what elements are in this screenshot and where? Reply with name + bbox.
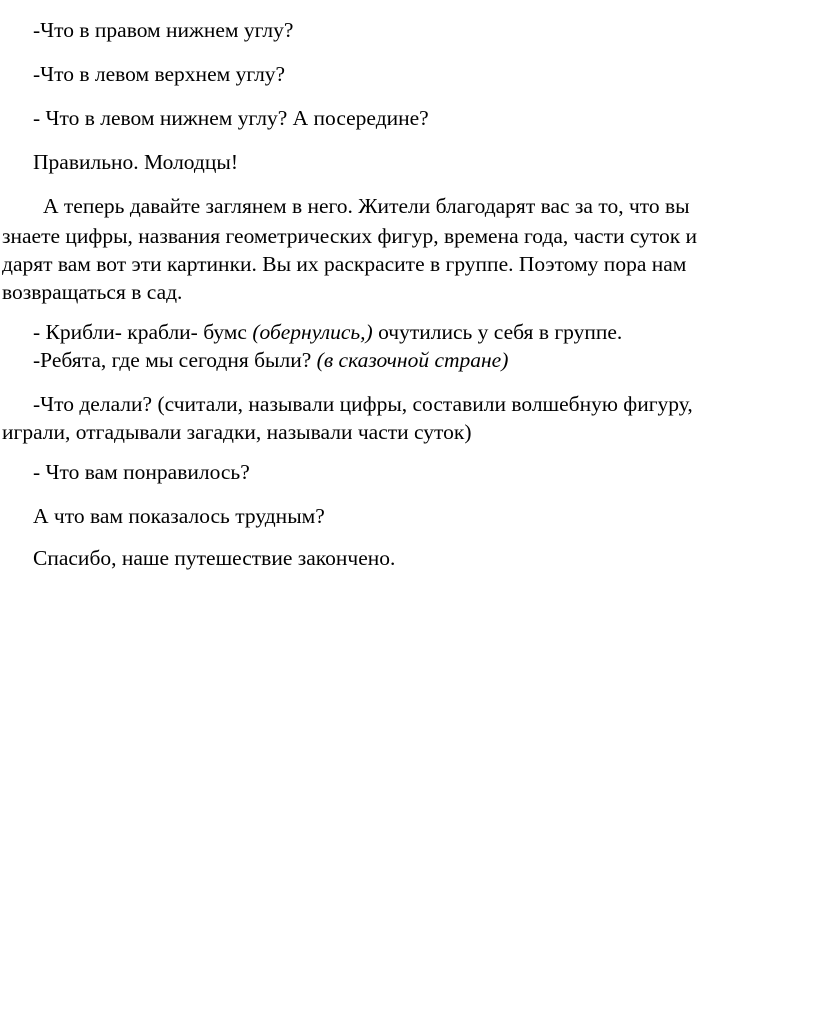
praise-text: Правильно. Молодцы! bbox=[33, 150, 238, 174]
question-bottom-left: - Что в левом нижнем углу? А посередине? bbox=[33, 106, 429, 130]
paragraph-line-1: А теперь давайте заглянем в него. Жители благодарят вас за то, что вы bbox=[43, 194, 690, 218]
paragraph-line-2: знаете цифры, названия геометрических фигур, времена года, части суток и bbox=[2, 224, 698, 248]
liked-question: - Что вам понравилось? bbox=[33, 460, 250, 484]
thanks-text: Спасибо, наше путешествие закончено. bbox=[33, 546, 396, 570]
did-line-2: играли, отгадывали загадки, называли части суток) bbox=[2, 420, 472, 444]
magic-words-line bbox=[33, 322, 622, 344]
question-top-left: -Что в левом верхнем углу? bbox=[33, 62, 286, 86]
did-line-1: -Что делали? (считали, называли цифры, составили волшебную фигуру, bbox=[33, 392, 693, 416]
hard-question: А что вам показалось трудным? bbox=[33, 504, 325, 528]
magic-words-italic: (обернулись,) bbox=[252, 320, 373, 344]
paragraph-line-4: возвращаться в сад. bbox=[2, 280, 183, 304]
where-answer: (в сказочной стране) bbox=[316, 348, 509, 372]
magic-words-after: очутились у себя в группе. bbox=[372, 320, 623, 344]
where-line bbox=[33, 350, 508, 372]
paragraph-line-3: дарят вам вот эти картинки. Вы их раскрасите в группе. Поэтому пора нам bbox=[2, 252, 687, 276]
where-question: -Ребята, где мы сегодня были? bbox=[33, 348, 317, 372]
question-bottom-right: -Что в правом нижнем углу? bbox=[33, 18, 294, 42]
magic-words-text: - Крибли- крабли- бумс bbox=[33, 320, 253, 344]
